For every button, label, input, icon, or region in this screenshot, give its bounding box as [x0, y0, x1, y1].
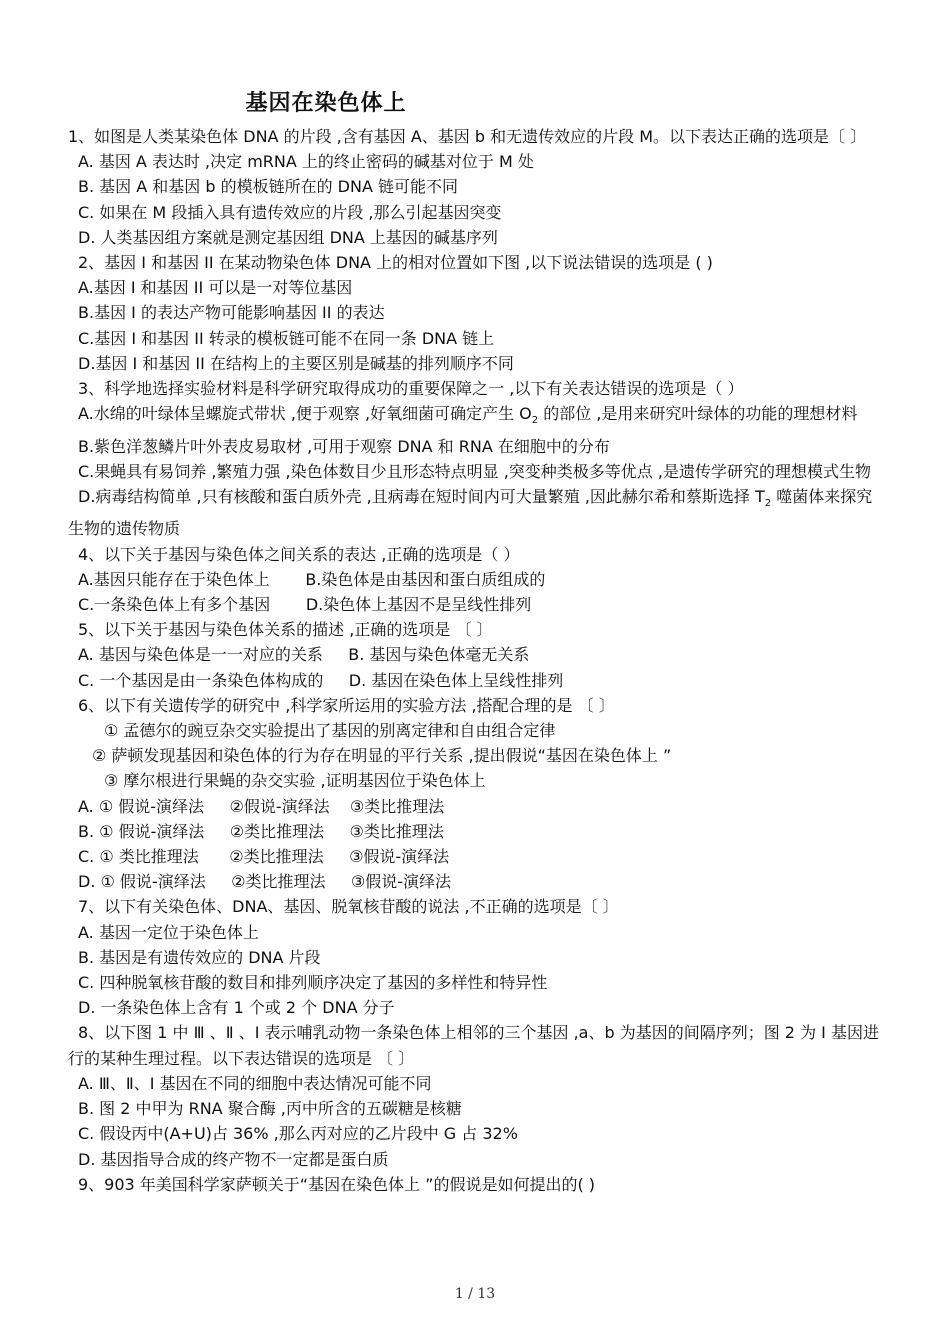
question-6-option-a: A. ① 假说-演绎法 ②假说-演绎法 ③类比推理法	[78, 796, 445, 816]
question-2-stem: 2、基因 I 和基因 II 在某动物染色体 DNA 上的相对位置如下图 ,以下说法错误的选项是 ( )	[78, 253, 713, 273]
question-8-option-b: B. 图 2 中甲为 RNA 聚合酶 ,丙中所含的五碳糖是核糖	[78, 1099, 462, 1119]
question-2-option-a: A.基因 I 和基因 II 可以是一对等位基因	[78, 278, 353, 298]
question-list	[68, 124, 888, 1197]
question-2-option-b: B.基因 I 的表达产物可能影响基因 II 的表达	[78, 303, 385, 323]
question-5-options-cd: C. 一个基因是由一条染色体构成的 D. 基因在染色体上呈线性排列	[78, 670, 564, 690]
question-4-stem: 4、以下关于基因与染色体之间关系的表达 ,正确的选项是（ ）	[78, 544, 520, 564]
question-6-option-c: C. ① 类比推理法 ②类比推理法 ③假说-演绎法	[78, 847, 450, 867]
page-number: 1 / 13	[454, 1286, 496, 1302]
question-8-option-a: A. Ⅲ、Ⅱ、Ⅰ 基因在不同的细胞中表达情况可能不同	[78, 1073, 432, 1093]
question-8-stem: 8、以下图 1 中 Ⅲ 、Ⅱ 、Ⅰ 表示哺乳动物一条染色体上相邻的三个基因 ,a、b 为基因的间隔序列；图 2 为 Ⅰ 基因进行的某种生理过程。以下表达错误的选项是 〔 〕	[68, 1023, 879, 1068]
question-6-option-d: D. ① 假说-演绎法 ②类比推理法 ③假说-演绎法	[78, 872, 452, 892]
question-3-stem: 3、科学地选择实验材料是科学研究取得成功的重要保障之一 ,以下有关表达错误的选项是（ ）	[78, 379, 744, 399]
question-4-options-cd: C.一条染色体上有多个基因 D.染色体上基因不是呈线性排列	[78, 595, 532, 615]
question-2-option-d: D.基因 I 和基因 II 在结构上的主要区别是碱基的排列顺序不同	[78, 353, 514, 373]
question-5-options-ab: A. 基因与染色体是一一对应的关系 B. 基因与染色体毫无关系	[78, 645, 530, 665]
question-6-statement-3: ③ 摩尔根进行果蝇的杂交实验 ,证明基因位于染色体上	[104, 771, 486, 791]
question-7-option-c: C. 四种脱氧核苷酸的数目和排列顺序决定了基因的多样性和特异性	[78, 973, 548, 993]
question-1-option-d: D. 人类基因组方案就是测定基因组 DNA 上基因的碱基序列	[78, 227, 498, 247]
question-1-stem: 1、如图是人类某染色体 DNA 的片段 ,含有基因 A、基因 b 和无遗传效应的片段 M。以下表达正确的选项是〔 〕	[68, 127, 867, 146]
question-8-option-d: D. 基因指导合成的终产物不一定都是蛋白质	[78, 1149, 389, 1169]
question-6-statement-1: ① 孟德尔的豌豆杂交实验提出了基因的别离定律和自由组合定律	[104, 721, 556, 741]
question-7-option-a: A. 基因一定位于染色体上	[78, 922, 259, 942]
question-3-option-b: B.紫色洋葱鳞片叶外表皮易取材 ,可用于观察 DNA 和 RNA 在细胞中的分布	[78, 436, 610, 456]
question-4-options-ab: A.基因只能存在于染色体上 B.染色体是由基因和蛋白质组成的	[78, 569, 546, 589]
question-6-option-b: B. ① 假说-演绎法 ②类比推理法 ③类比推理法	[78, 821, 444, 841]
question-5-stem: 5、以下关于基因与染色体关系的描述 ,正确的选项是 〔 〕	[78, 620, 493, 640]
question-3-option-c: C.果蝇具有易饲养 ,繁殖力强 ,染色体数目少且形态特点明显 ,突变种类极多等优点 ,是遗传学研究的理想模式生物	[78, 461, 871, 481]
question-6-stem: 6、以下有关遗传学的研究中 ,科学家所运用的实验方法 ,搭配合理的是 〔 〕	[78, 695, 615, 715]
question-3-option-d: D.病毒结构简单 ,只有核酸和蛋白质外壳 ,且病毒在短时间内可大量繁殖 ,因此赫尔希和蔡斯选择 $T_2$ 噬菌体来探究生物的遗传物质	[68, 487, 873, 539]
question-7-option-d: D. 一条染色体上含有 1 个或 2 个 DNA 分子	[78, 998, 395, 1018]
question-7-stem: 7、以下有关染色体、DNA、基因、脱氧核苷酸的说法 ,不正确的选项是〔 〕	[78, 897, 619, 917]
question-1-option-c: C. 如果在 M 段插入具有遗传效应的片段 ,那么引起基因突变	[78, 202, 502, 222]
page-title: 基因在染色体上	[245, 91, 407, 116]
question-9-stem: 9、903 年美国科学家萨顿关于“基因在染色体上 ”的假说是如何提出的( )	[78, 1174, 596, 1194]
question-1-option-a: A. 基因 A 表达时 ,决定 mRNA 上的终止密码的碱基对位于 M 处	[78, 152, 534, 172]
question-6-statement-2: ② 萨顿发现基因和染色体的行为存在明显的平行关系 ,提出假说“基因在染色体上 ”	[92, 746, 672, 766]
question-8-option-c: C. 假设丙中(A+U)占 36% ,那么丙对应的乙片段中 G 占 32%	[78, 1124, 518, 1144]
question-7-option-b: B. 基因是有遗传效应的 DNA 片段	[78, 947, 321, 967]
question-3-option-a: A.水绵的叶绿体呈螺旋式带状 ,便于观察 ,好氧细菌可确定产生 $O_2$ 的部位 ,是用来研究叶绿体的功能的理想材料	[78, 404, 858, 427]
question-1-option-b: B. 基因 A 和基因 b 的模板链所在的 DNA 链可能不同	[78, 177, 459, 197]
question-2-option-c: C.基因 I 和基因 II 转录的模板链可能不在同一条 DNA 链上	[78, 328, 495, 348]
